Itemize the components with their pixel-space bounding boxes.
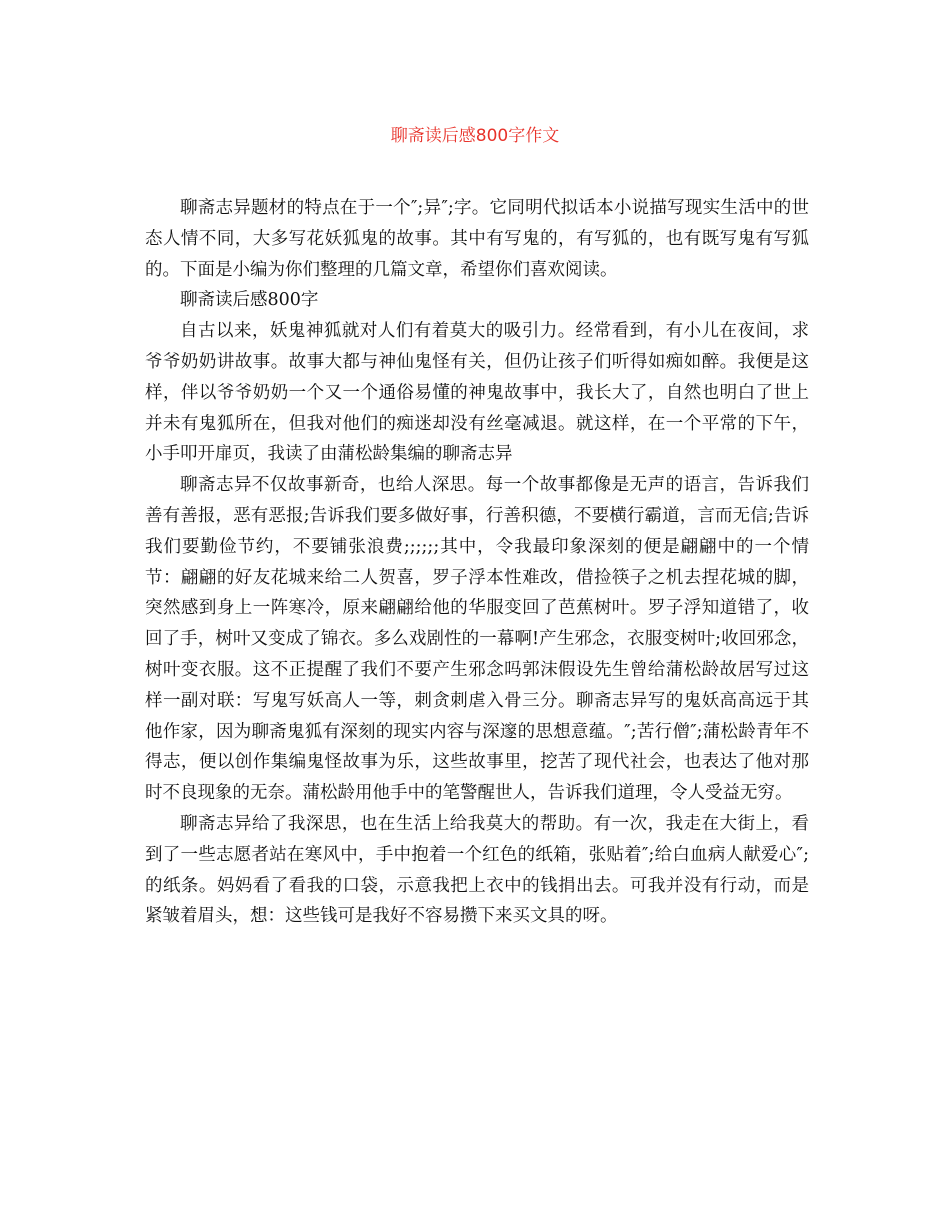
body-paragraph: 聊斋志异不仅故事新奇，也给人深思。每一个故事都像是无声的语言，告诉我们善有善报，恶有恶报;告诉我们要多做好事，行善积德，不要横行霸道，言而无信;告诉我们要勤俭节约，不要铺张浪费;;;;;;其中，令我最印象深刻的便是翩翩中的一个情节：翩翩的好友花城来给二人贺喜，罗子浮本性难改，借捡筷子之机去捏花城的脚，突然感到身上一阵寒冷，原来翩翩给他的华服变回了芭蕉树叶。罗子浮知道错了，收回了手，树叶又变成了锦衣。多么戏剧性的一幕啊!产生邪念，衣服变树叶;收回邪念，树叶变衣服。这不正提醒了我们不要产生邪念吗郭沫假设先生曾给蒲松龄故居写过这样一副对联：写鬼写妖高人一等，刺贪刺虐入骨三分。聊斋志异写的鬼妖高高远于其他作家，因为聊斋鬼狐有深刻的现实内容与深邃的思想意蕴。″;苦行僧″;蒲松龄青年不得志，便以创作集编鬼怪故事为乐，这些故事里，挖苦了现代社会，也表达了他对那时不良现象的无奈。蒲松龄用他手中的笔警醒世人，告诉我们道理，令人受益无穷。	[145, 475, 809, 804]
section-heading: 聊斋读后感800字	[180, 290, 319, 311]
body-paragraph: 自古以来，妖鬼神狐就对人们有着莫大的吸引力。经常看到，有小儿在夜间，求爷爷奶奶讲故事。故事大都与神仙鬼怪有关，但仍让孩子们听得如痴如醉。我便是这样，伴以爷爷奶奶一个又一个通俗易懂的神鬼故事中，我长大了，自然也明白了世上并未有鬼狐所在，但我对他们的痴迷却没有丝毫减退。就这样，在一个平常的下午，小手叩开扉页，我读了由蒲松龄集编的聊斋志异	[145, 321, 809, 465]
document-title: 聊斋读后感800字作文	[390, 126, 560, 146]
intro-paragraph: 聊斋志异题材的特点在于一个″;异″;字。它同明代拟话本小说描写现实生活中的世态人情不同，大多写花妖狐鬼的故事。其中有写鬼的，有写狐的，也有既写鬼有写狐的。下面是小编为你们整理的几篇文章，希望你们喜欢阅读。	[145, 198, 809, 280]
body-paragraph: 聊斋志异给了我深思，也在生活上给我莫大的帮助。有一次，我走在大街上，看到了一些志愿者站在寒风中，手中抱着一个红色的纸箱，张贴着″;给白血病人献爱心″;的纸条。妈妈看了看我的口袋，示意我把上衣中的钱捐出去。可我并没有行动，而是紧皱着眉头，想：这些钱可是我好不容易攒下来买文具的呀。	[145, 813, 809, 927]
document-body	[145, 193, 809, 932]
